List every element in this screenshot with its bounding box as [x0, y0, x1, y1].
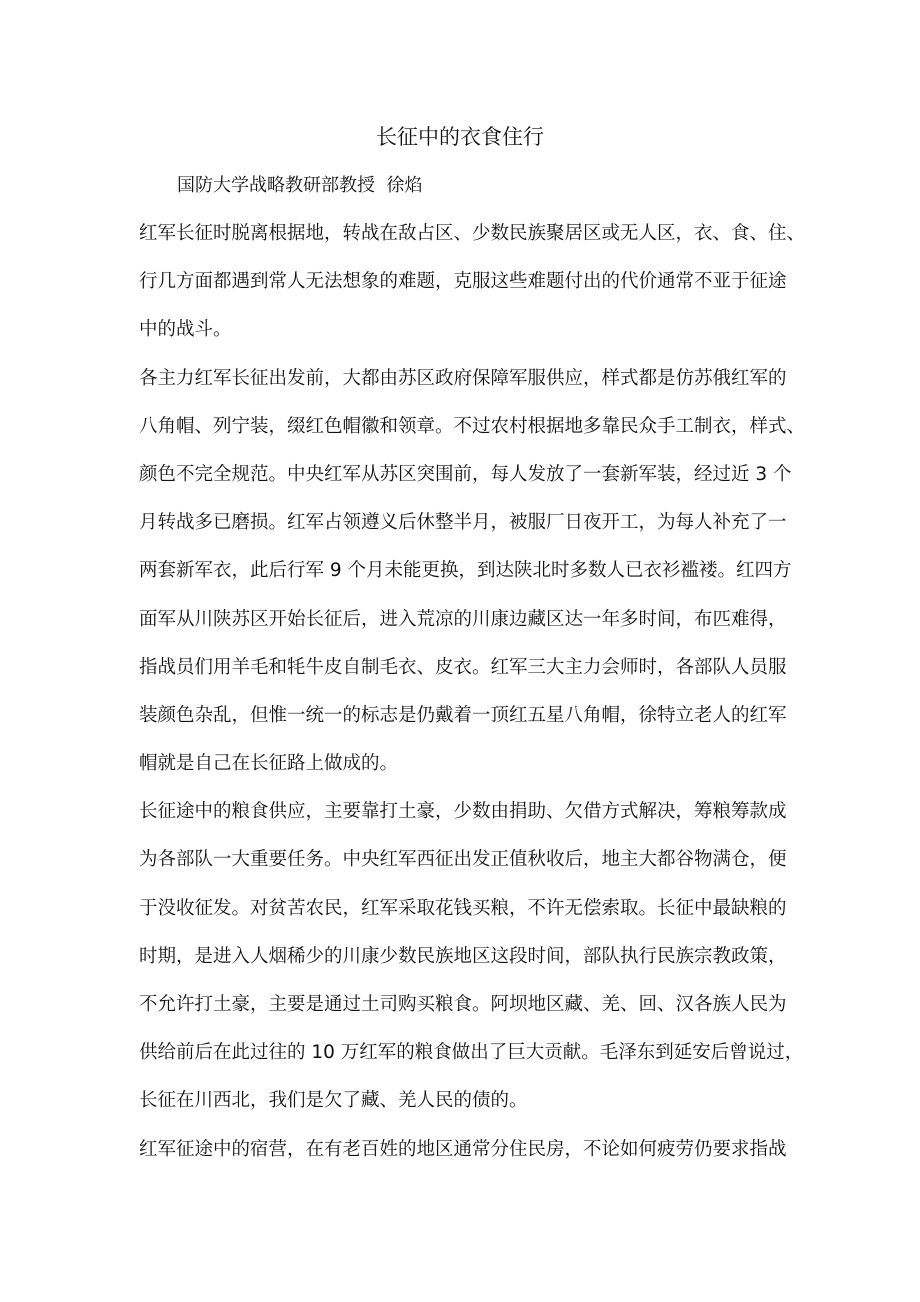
text-line: 各主力红军长征出发前，大都由苏区政府保障军服供应，样式都是仿苏俄红军的: [139, 368, 787, 389]
text-line: 两套新军衣，此后行军 9 个月未能更换，到达陕北时多数人已衣衫褴褛。红四方: [139, 560, 792, 581]
text-line: 行几方面都遇到常人无法想象的难题，克服这些难题付出的代价通常不亚于征途: [139, 271, 787, 292]
document-title: 长征中的衣食住行: [376, 125, 544, 149]
text-line: 八角帽、列宁装，缀红色帽徽和领章。不过农村根据地多靠民众手工制衣，样式、: [139, 416, 806, 437]
text-line: 红军征途中的宿营，在有老百姓的地区通常分住民房，不论如何疲劳仍要求指战: [139, 1139, 787, 1160]
text-line: 月转战多已磨损。红军占领遵义后休整半月，被服厂日夜开工，为每人补充了一: [139, 512, 787, 533]
text-line: 供给前后在此过往的 10 万红军的粮食做出了巨大贡献。毛泽东到延安后曾说过，: [139, 1042, 804, 1063]
text-line: 于没收征发。对贫苦农民，红军采取花钱买粮，不许无偿索取。长征中最缺粮的: [139, 898, 787, 919]
text-line: 长征途中的粮食供应，主要靠打土豪，少数由捐助、欠借方式解决，筹粮筹款成: [139, 801, 787, 822]
text-line: 时期，是进入人烟稀少的川康少数民族地区这段时间，部队执行民族宗教政策，: [139, 946, 787, 967]
text-line: 装颜色杂乱，但惟一统一的标志是仍戴着一顶红五星八角帽，徐特立老人的红军: [139, 705, 787, 726]
author-byline: 国防大学战略教研部教授 徐焰: [177, 175, 423, 196]
text-line: 指战员们用羊毛和牦牛皮自制毛衣、皮衣。红军三大主力会师时，各部队人员服: [139, 657, 787, 678]
text-line: 长征在川西北，我们是欠了藏、羌人民的债的。: [139, 1090, 528, 1111]
text-line: 不允许打土豪，主要是通过土司购买粮食。阿坝地区藏、羌、回、汉各族人民为: [139, 994, 787, 1015]
text-line: 面军从川陕苏区开始长征后，进入荒凉的川康边藏区达一年多时间，布匹难得，: [139, 609, 787, 630]
text-line: 帽就是自己在长征路上做成的。: [139, 753, 399, 774]
text-line: 颜色不完全规范。中央红军从苏区突围前，每人发放了一套新军装，经过近 3 个: [139, 464, 792, 485]
text-line: 红军长征时脱离根据地，转战在敌占区、少数民族聚居区或无人区，衣、食、住、: [139, 223, 806, 244]
text-line: 为各部队一大重要任务。中央红军西征出发正值秋收后，地主大都谷物满仓，便: [139, 849, 787, 870]
text-line: 中的战斗。: [139, 319, 232, 340]
